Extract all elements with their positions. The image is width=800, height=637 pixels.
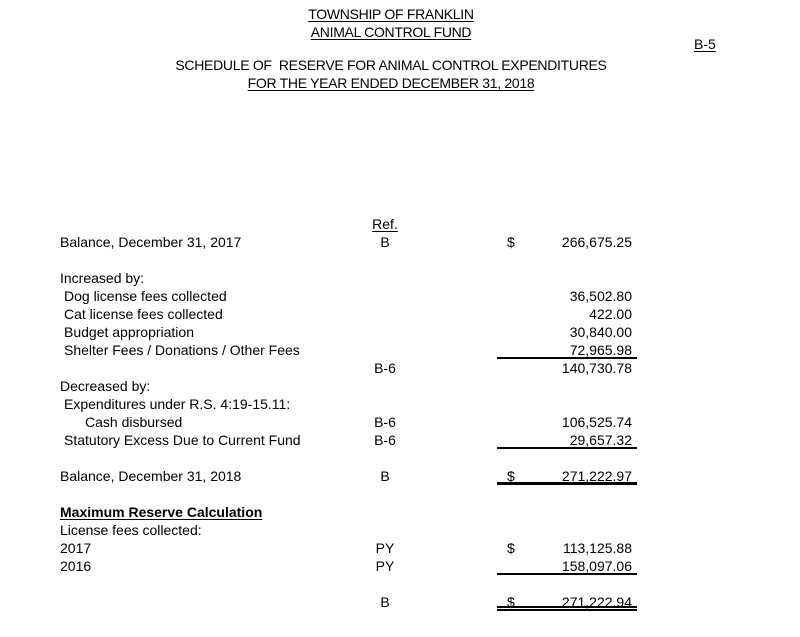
row-maximum-reserve-total xyxy=(0,593,800,611)
money-cell xyxy=(497,521,637,539)
row-label: Budget appropriation xyxy=(64,324,194,340)
row-statutory-excess xyxy=(0,431,800,449)
column-gap xyxy=(420,233,497,251)
row-fees-2017 xyxy=(0,539,800,557)
ref-cell xyxy=(350,377,420,395)
column-gap xyxy=(420,539,497,557)
money-cell xyxy=(497,377,637,395)
ref-cell: B-6 xyxy=(374,360,396,376)
amount-value: 271,222.97 xyxy=(561,468,632,484)
ref-cell xyxy=(350,503,420,521)
amount-value: 266,675.25 xyxy=(561,234,632,250)
column-gap xyxy=(420,593,497,611)
row-label: 2016 xyxy=(60,558,92,574)
row-fees-2016 xyxy=(0,557,800,575)
money-cell xyxy=(497,287,637,305)
amount-value: 72,965.98 xyxy=(569,342,632,358)
amount-value: 106,525.74 xyxy=(561,414,632,430)
row-label: Dog license fees collected xyxy=(64,288,227,304)
row-label xyxy=(60,593,350,611)
money-cell xyxy=(497,413,637,431)
column-gap xyxy=(420,395,497,413)
column-gap xyxy=(420,341,497,359)
row-shelter-fees xyxy=(0,341,800,359)
ref-column-header xyxy=(0,215,800,233)
ref-cell: PY xyxy=(375,558,395,574)
spacer-row xyxy=(0,575,800,593)
column-gap xyxy=(420,215,497,233)
column-gap xyxy=(420,287,497,305)
ref-cell: B-6 xyxy=(374,432,396,448)
row-increased-by xyxy=(0,269,800,287)
spacer-row xyxy=(0,251,800,269)
column-gap xyxy=(420,305,497,323)
ref-cell: B xyxy=(380,594,390,610)
ref-cell: B xyxy=(380,468,390,484)
row-label: Expenditures under R.S. 4:19-15.11: xyxy=(64,396,291,412)
ref-cell xyxy=(350,269,420,287)
ref-cell: B xyxy=(380,234,390,250)
column-gap xyxy=(420,359,497,377)
row-dog-license-fees xyxy=(0,287,800,305)
spacer-row xyxy=(0,449,800,467)
amount-value: 271,222.94 xyxy=(561,594,632,610)
spacer-row xyxy=(0,485,800,503)
row-expenditures-heading xyxy=(0,395,800,413)
ref-cell xyxy=(350,287,420,305)
row-decreased-by xyxy=(0,377,800,395)
ref-cell: Ref. xyxy=(372,216,398,232)
row-label: Shelter Fees / Donations / Other Fees xyxy=(64,342,300,358)
money-cell xyxy=(497,215,637,233)
amount-value: 113,125.88 xyxy=(562,540,632,556)
row-label xyxy=(60,359,350,377)
row-balance-2018 xyxy=(0,467,800,485)
money-cell xyxy=(497,467,637,485)
row-balance-2017 xyxy=(0,233,800,251)
column-gap xyxy=(420,269,497,287)
money-cell xyxy=(497,539,637,557)
org-title: TOWNSHIP OF FRANKLIN xyxy=(308,6,474,22)
amount-value: 158,097.06 xyxy=(561,558,632,574)
row-label: Balance, December 31, 2018 xyxy=(60,468,242,484)
row-license-fees-heading xyxy=(0,521,800,539)
amount-value: 29,657.32 xyxy=(569,432,632,448)
ref-cell: PY xyxy=(375,540,395,556)
column-gap xyxy=(420,431,497,449)
money-cell xyxy=(497,593,637,611)
ref-cell xyxy=(350,305,420,323)
column-gap xyxy=(420,503,497,521)
row-label: Increased by: xyxy=(60,270,145,286)
fund-title: ANIMAL CONTROL FUND xyxy=(310,24,472,40)
row-label xyxy=(60,215,350,233)
money-cell xyxy=(497,557,637,575)
money-cell xyxy=(497,323,637,341)
dollar-sign: $ xyxy=(507,234,515,250)
ref-cell xyxy=(350,395,420,413)
row-label: 2017 xyxy=(60,540,92,556)
schedule-title: SCHEDULE OF RESERVE FOR ANIMAL CONTROL EXPENDITURES xyxy=(175,57,607,73)
column-gap xyxy=(420,323,497,341)
ref-cell xyxy=(350,521,420,539)
amount-value: 30,840.00 xyxy=(569,324,632,340)
page-ref-label: B-5 xyxy=(694,36,716,52)
row-label: Maximum Reserve Calculation xyxy=(60,504,263,520)
row-label: Statutory Excess Due to Current Fund xyxy=(64,432,301,448)
column-gap xyxy=(420,467,497,485)
row-label: Balance, December 31, 2017 xyxy=(60,234,242,250)
period-title: FOR THE YEAR ENDED DECEMBER 31, 2018 xyxy=(247,75,535,91)
schedule-table xyxy=(0,215,800,611)
ref-cell: B-6 xyxy=(374,414,396,430)
row-label: Cash disbursed xyxy=(85,414,183,430)
row-total-increases xyxy=(0,359,800,377)
money-cell xyxy=(497,341,637,359)
column-gap xyxy=(420,377,497,395)
row-cat-license-fees xyxy=(0,305,800,323)
row-cash-disbursed xyxy=(0,413,800,431)
row-max-reserve-heading xyxy=(0,503,800,521)
dollar-sign: $ xyxy=(507,540,515,556)
money-cell xyxy=(497,359,637,377)
amount-value: 36,502.80 xyxy=(569,288,632,304)
dollar-sign: $ xyxy=(507,594,515,610)
column-gap xyxy=(420,413,497,431)
row-label: Cat license fees collected xyxy=(64,306,223,322)
row-label: License fees collected: xyxy=(60,522,202,538)
row-label: Decreased by: xyxy=(60,378,151,394)
column-gap xyxy=(420,521,497,539)
column-gap xyxy=(420,557,497,575)
money-cell xyxy=(497,233,637,251)
ref-cell xyxy=(350,323,420,341)
row-budget-appropriation xyxy=(0,323,800,341)
money-cell xyxy=(497,305,637,323)
ref-cell xyxy=(350,341,420,359)
money-cell xyxy=(497,431,637,449)
money-cell xyxy=(497,269,637,287)
money-cell xyxy=(497,503,637,521)
dollar-sign: $ xyxy=(507,468,515,484)
amount-value: 140,730.78 xyxy=(561,360,632,376)
amount-value: 422.00 xyxy=(589,306,632,322)
money-cell xyxy=(497,395,637,413)
